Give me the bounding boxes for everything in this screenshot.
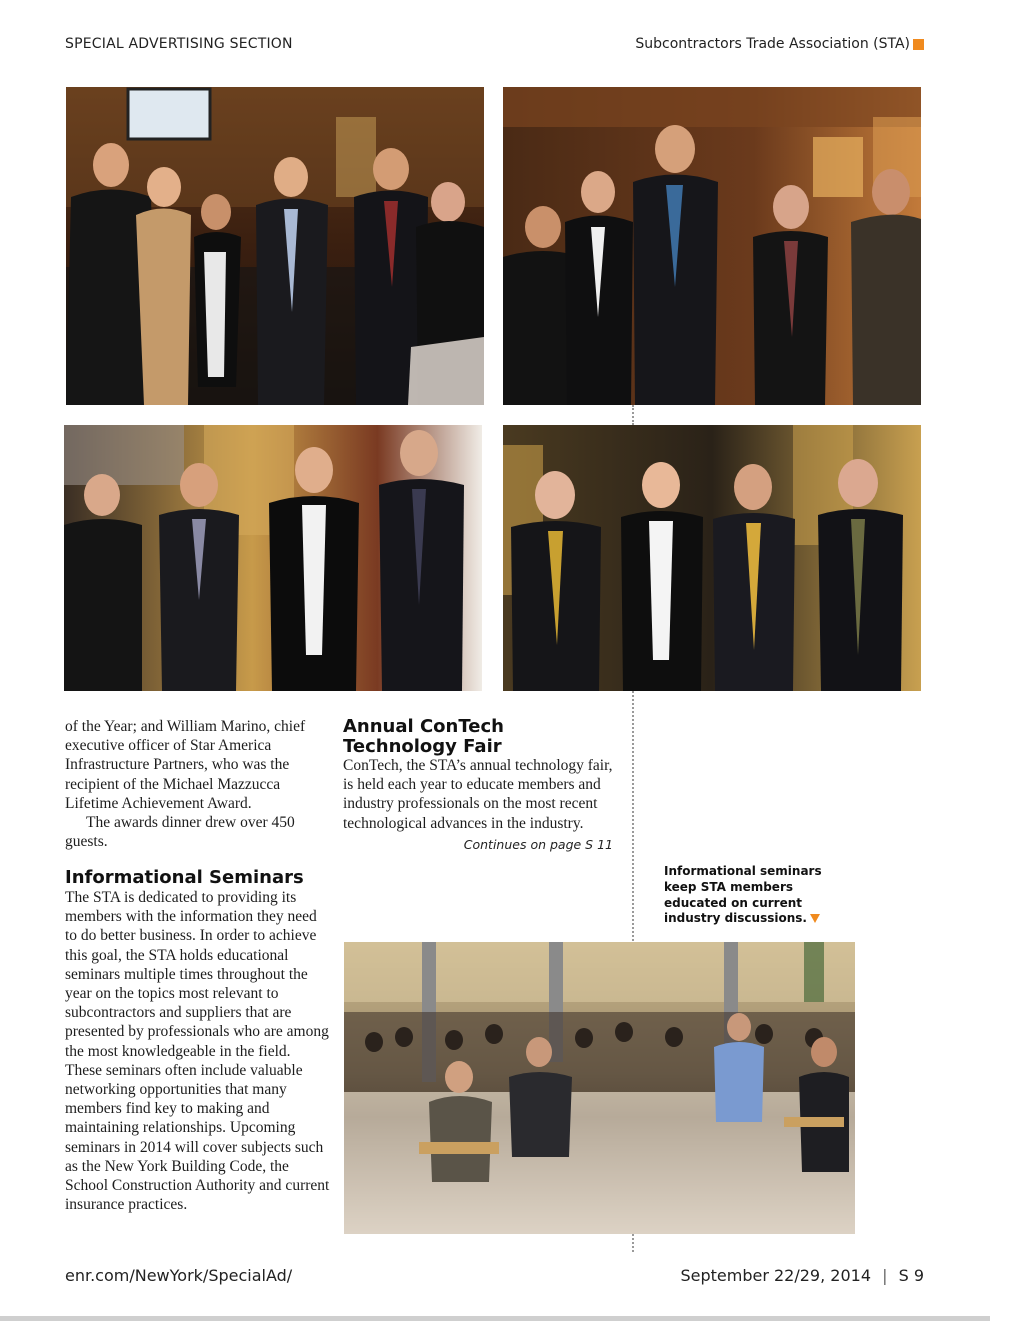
heading-contech-line2: Technology Fair [343,735,502,757]
heading-informational-seminars: Informational Seminars [65,867,304,889]
column-divider-top [632,405,634,425]
footer-date: September 22/29, 2014 [680,1266,871,1285]
footer-date-page [680,1266,924,1285]
footer-url: enr.com/NewYork/SpecialAd/ [65,1266,293,1285]
continues-note: Continues on page S 11 [463,836,613,852]
column-2 [343,717,613,854]
photo-group-four-men-tuxedo [64,425,482,691]
column-divider-bottom [632,1234,634,1252]
footer-separator: | [882,1266,888,1285]
column2-paragraph-1: ConTech, the STA’s annual technology fair, is held each year to educate members and industry professionals on the most recent technological advances in the industry. [343,757,613,832]
column-1 [65,717,330,1214]
column1-paragraph-3: The STA is dedicated to providing its members with the information they need to do better business. In order to achieve this goal, the STA holds educational seminars multiple times throughout the year on the topics most relevant to subcontractors and suppliers that are presented by professionals who are among the most knowledgeable in the field. These seminars often include valuable networking opportunities that many members find key to making and maintaining relationships. Upcoming seminars in 2014 will cover subjects such as the New York Building Code, the School Construction Authority and current insurance practices. [65,888,330,1214]
photo-caption [664,864,824,927]
triangle-down-icon [810,914,820,923]
heading-contech-line1: Annual ConTech [343,716,504,737]
page-number: S 9 [898,1266,924,1285]
column-divider-middle [632,691,634,941]
bottom-edge-bar [0,1316,990,1321]
caption-text: Informational seminars keep STA members educated on current industry discussions. [664,864,822,926]
photo-group-four-men-ties [503,425,921,691]
photo-group-five-men [503,87,921,405]
association-name: Subcontractors Trade Association (STA) [635,36,910,52]
orange-square-icon [913,39,924,50]
association-label [635,36,924,52]
column1-paragraph-2: The awards dinner drew over 450 guests. [65,814,295,851]
section-label: SPECIAL ADVERTISING SECTION [65,36,293,52]
photo-seminar-audience [344,942,855,1234]
photo-group-six-guests [66,87,484,405]
column1-paragraph-1: of the Year; and William Marino, chief executive officer of Star America Infrastructure Partners, who was the recipient of the Michael Mazzucca Lifetime Achievement Award. [65,718,306,812]
